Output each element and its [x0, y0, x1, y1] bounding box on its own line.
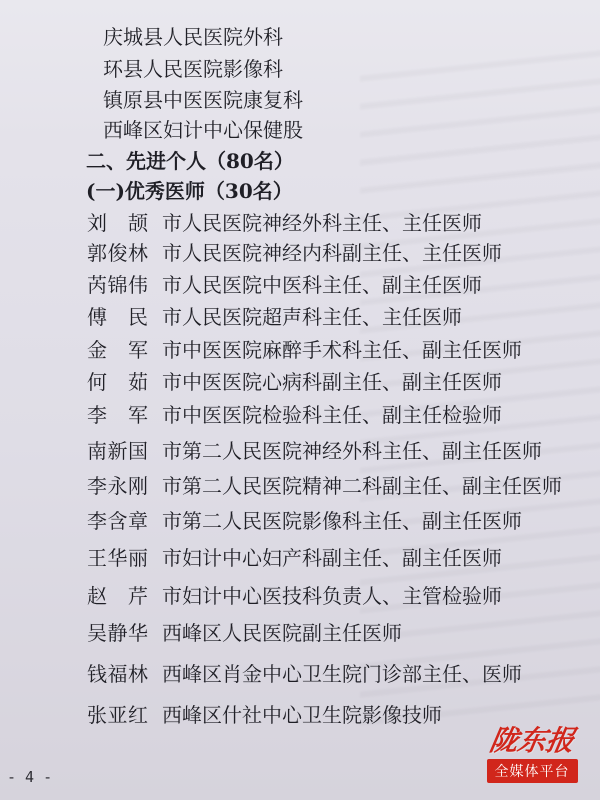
person-title: 市人民医院神经内科副主任、主任医师 — [162, 241, 502, 265]
person-row — [87, 372, 587, 392]
person-name: 王华丽 — [87, 546, 149, 570]
person-name: 郭俊林 — [87, 241, 149, 265]
watermark-logo-text: 陇东报 — [487, 724, 577, 757]
watermark-platform-label: 全媒体平台 — [487, 759, 578, 783]
person-row — [87, 213, 587, 233]
unit-line: 环县人民医院影像科 — [103, 57, 283, 81]
person-name: 南新国 — [87, 439, 149, 463]
person-row — [87, 476, 587, 496]
unit-line: 镇原县中医医院康复科 — [103, 88, 303, 112]
watermark-logo — [472, 720, 592, 790]
person-name: 吴静华 — [87, 621, 149, 645]
person-name: 赵 芹 — [87, 584, 149, 608]
person-name: 傅 民 — [87, 305, 149, 329]
person-row — [87, 340, 587, 360]
person-name: 金 军 — [87, 338, 149, 362]
person-row — [87, 405, 587, 425]
person-row — [87, 705, 587, 725]
person-row — [87, 441, 587, 461]
person-title: 西峰区什社中心卫生院影像技师 — [162, 703, 442, 727]
person-row — [87, 586, 587, 606]
person-row — [87, 307, 587, 327]
person-title: 市第二人民医院精神二科副主任、副主任医师 — [162, 474, 562, 498]
person-name: 刘 颉 — [87, 211, 149, 235]
person-name: 芮锦伟 — [87, 273, 149, 297]
person-row — [87, 664, 587, 684]
person-title: 市中医医院检验科主任、副主任检验师 — [162, 403, 502, 427]
section-heading: 二、先进个人（80名） — [86, 149, 294, 173]
person-row — [87, 623, 587, 643]
person-row — [87, 511, 587, 531]
person-row — [87, 275, 587, 295]
unit-line: 西峰区妇计中心保健股 — [103, 118, 303, 142]
person-name: 李含章 — [87, 509, 149, 533]
person-title: 市第二人民医院影像科主任、副主任医师 — [162, 509, 522, 533]
person-title: 市妇计中心医技科负责人、主管检验师 — [162, 584, 502, 608]
page-number: - 4 - — [7, 768, 53, 786]
person-name: 李永刚 — [87, 474, 149, 498]
person-title: 市人民医院超声科主任、主任医师 — [162, 305, 462, 329]
person-title: 市人民医院中医科主任、副主任医师 — [162, 273, 482, 297]
person-title: 市第二人民医院神经外科主任、副主任医师 — [162, 439, 542, 463]
person-name: 李 军 — [87, 403, 149, 427]
subsection-heading: (一)优秀医师（30名） — [86, 179, 293, 203]
person-row — [87, 243, 587, 263]
person-title: 市中医医院心病科副主任、副主任医师 — [162, 370, 502, 394]
person-title: 市妇计中心妇产科副主任、副主任医师 — [162, 546, 502, 570]
person-title: 西峰区人民医院副主任医师 — [162, 621, 402, 645]
person-title: 市人民医院神经外科主任、主任医师 — [162, 211, 482, 235]
person-row — [87, 548, 587, 568]
person-title: 市中医医院麻醉手术科主任、副主任医师 — [162, 338, 522, 362]
person-name: 钱福林 — [87, 662, 149, 686]
person-name: 何 茹 — [87, 370, 149, 394]
person-name: 张亚红 — [87, 703, 149, 727]
person-title: 西峰区肖金中心卫生院门诊部主任、医师 — [162, 662, 522, 686]
unit-line: 庆城县人民医院外科 — [103, 25, 283, 49]
